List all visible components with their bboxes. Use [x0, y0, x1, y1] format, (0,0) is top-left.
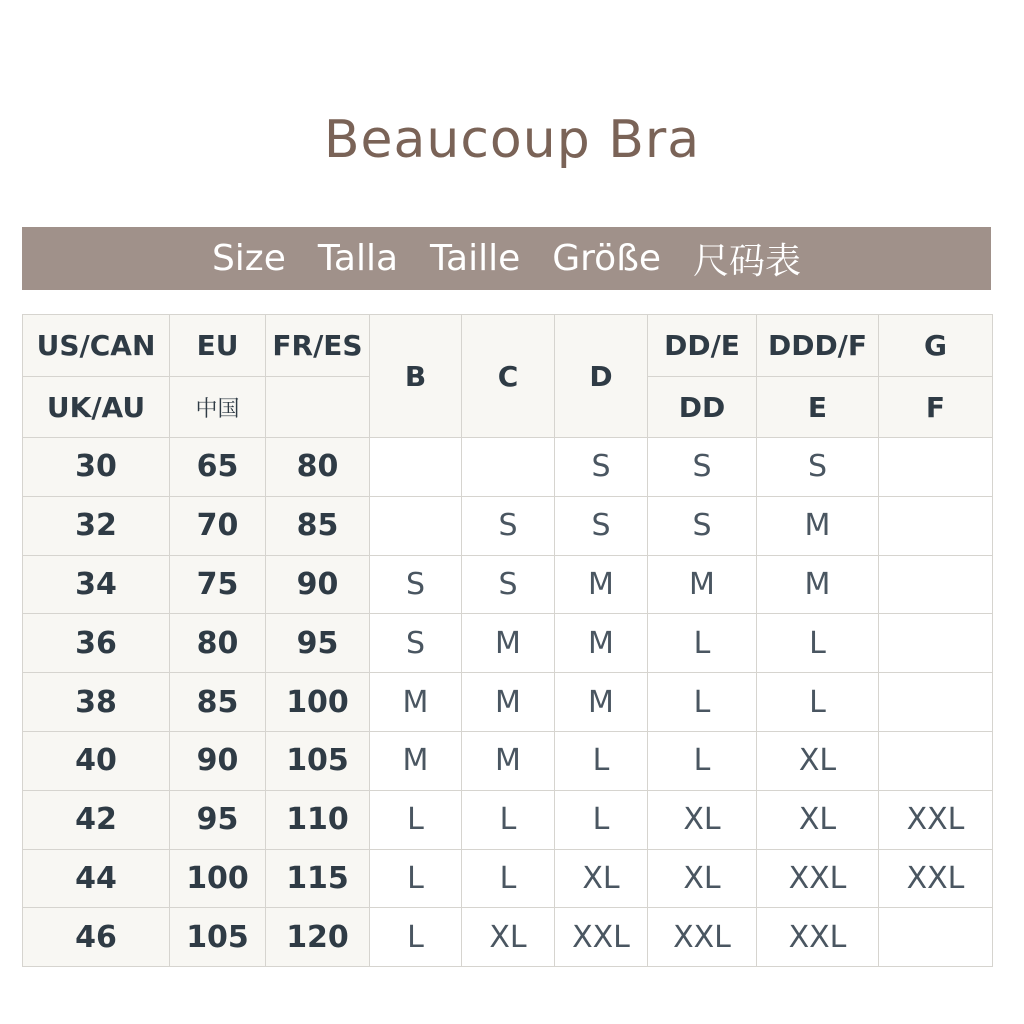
size-cell: S	[757, 438, 879, 497]
size-cell: XL	[757, 790, 879, 849]
band-size-fr: 90	[266, 555, 370, 614]
size-cell: S	[648, 438, 757, 497]
size-cell: L	[462, 849, 555, 908]
band-size-fr: 80	[266, 438, 370, 497]
size-cell	[879, 614, 993, 673]
size-cell: M	[370, 673, 462, 732]
size-cell: S	[462, 555, 555, 614]
header-cup-b: B	[370, 315, 462, 438]
header-cup-ddd-f: DDD/F	[757, 315, 879, 377]
band-size-fr: 95	[266, 614, 370, 673]
band-size-us: 44	[23, 849, 170, 908]
header-cup-dd: DD	[648, 377, 757, 438]
band-size-eu: 75	[170, 555, 266, 614]
band-size-us: 46	[23, 908, 170, 967]
size-cell: XXL	[555, 908, 648, 967]
band-size-us: 38	[23, 673, 170, 732]
table-row	[23, 849, 993, 908]
size-cell: XL	[555, 849, 648, 908]
band-size-fr: 115	[266, 849, 370, 908]
size-cell: S	[370, 555, 462, 614]
size-cell: L	[462, 790, 555, 849]
table-row	[23, 438, 993, 497]
size-cell: XXL	[879, 849, 993, 908]
header-eu: EU	[170, 315, 266, 377]
size-cell: S	[555, 438, 648, 497]
size-cell: M	[555, 614, 648, 673]
band-size-us: 42	[23, 790, 170, 849]
size-cell: S	[555, 496, 648, 555]
band-size-eu: 85	[170, 673, 266, 732]
size-banner	[22, 227, 991, 290]
header-cup-d: D	[555, 315, 648, 438]
band-size-fr: 100	[266, 673, 370, 732]
size-cell: L	[757, 673, 879, 732]
size-cell: XXL	[757, 908, 879, 967]
table-row	[23, 790, 993, 849]
size-cell: M	[555, 673, 648, 732]
size-cell	[879, 496, 993, 555]
header-cup-g: G	[879, 315, 993, 377]
size-cell	[879, 555, 993, 614]
band-size-eu: 70	[170, 496, 266, 555]
header-china: 中国	[170, 377, 266, 438]
header-cup-dd-e: DD/E	[648, 315, 757, 377]
size-cell: XXL	[757, 849, 879, 908]
size-cell	[370, 438, 462, 497]
size-cell: S	[462, 496, 555, 555]
size-cell: XL	[757, 731, 879, 790]
size-cell: M	[462, 614, 555, 673]
banner-label-taille: Taille	[430, 238, 521, 279]
band-size-us: 40	[23, 731, 170, 790]
table-row	[23, 673, 993, 732]
header-empty	[266, 377, 370, 438]
band-size-us: 32	[23, 496, 170, 555]
table-row	[23, 614, 993, 673]
band-size-eu: 80	[170, 614, 266, 673]
size-cell: S	[648, 496, 757, 555]
size-cell: M	[462, 731, 555, 790]
size-cell	[370, 496, 462, 555]
band-size-eu: 95	[170, 790, 266, 849]
table-row	[23, 496, 993, 555]
size-cell: M	[757, 496, 879, 555]
band-size-eu: 105	[170, 908, 266, 967]
size-cell	[462, 438, 555, 497]
size-cell: M	[370, 731, 462, 790]
table-row	[23, 555, 993, 614]
size-cell: L	[370, 849, 462, 908]
header-us-can: US/CAN	[23, 315, 170, 377]
size-cell: L	[555, 790, 648, 849]
band-size-us: 30	[23, 438, 170, 497]
table-row	[23, 731, 993, 790]
band-size-fr: 120	[266, 908, 370, 967]
banner-label-chinese: 尺码表	[693, 241, 802, 282]
banner-label-grosse: Größe	[552, 238, 662, 279]
header-cup-f: F	[879, 377, 993, 438]
size-cell: XL	[462, 908, 555, 967]
page-title: Beaucoup Bra	[323, 110, 701, 170]
header-fr-es: FR/ES	[266, 315, 370, 377]
size-cell: L	[757, 614, 879, 673]
size-cell: L	[370, 790, 462, 849]
size-cell: XL	[648, 849, 757, 908]
size-cell: XXL	[648, 908, 757, 967]
size-cell: L	[648, 673, 757, 732]
size-cell	[879, 438, 993, 497]
header-cup-c: C	[462, 315, 555, 438]
band-size-eu: 65	[170, 438, 266, 497]
band-size-fr: 105	[266, 731, 370, 790]
band-size-us: 34	[23, 555, 170, 614]
size-cell	[879, 731, 993, 790]
header-cup-e: E	[757, 377, 879, 438]
size-cell: M	[555, 555, 648, 614]
size-cell: M	[648, 555, 757, 614]
table-row	[23, 908, 993, 967]
banner-label-size: Size	[211, 238, 286, 279]
size-cell: S	[370, 614, 462, 673]
size-cell: L	[648, 614, 757, 673]
size-cell: XL	[648, 790, 757, 849]
size-cell: L	[555, 731, 648, 790]
band-size-fr: 85	[266, 496, 370, 555]
band-size-us: 36	[23, 614, 170, 673]
header-row-1	[23, 315, 993, 377]
band-size-eu: 90	[170, 731, 266, 790]
banner-label-talla: Talla	[317, 238, 399, 279]
band-size-eu: 100	[170, 849, 266, 908]
size-cell: L	[370, 908, 462, 967]
size-cell: M	[462, 673, 555, 732]
size-cell: M	[757, 555, 879, 614]
header-uk-au: UK/AU	[23, 377, 170, 438]
size-cell	[879, 908, 993, 967]
size-cell: L	[648, 731, 757, 790]
size-cell: XXL	[879, 790, 993, 849]
size-chart-table	[22, 314, 993, 967]
band-size-fr: 110	[266, 790, 370, 849]
size-cell	[879, 673, 993, 732]
